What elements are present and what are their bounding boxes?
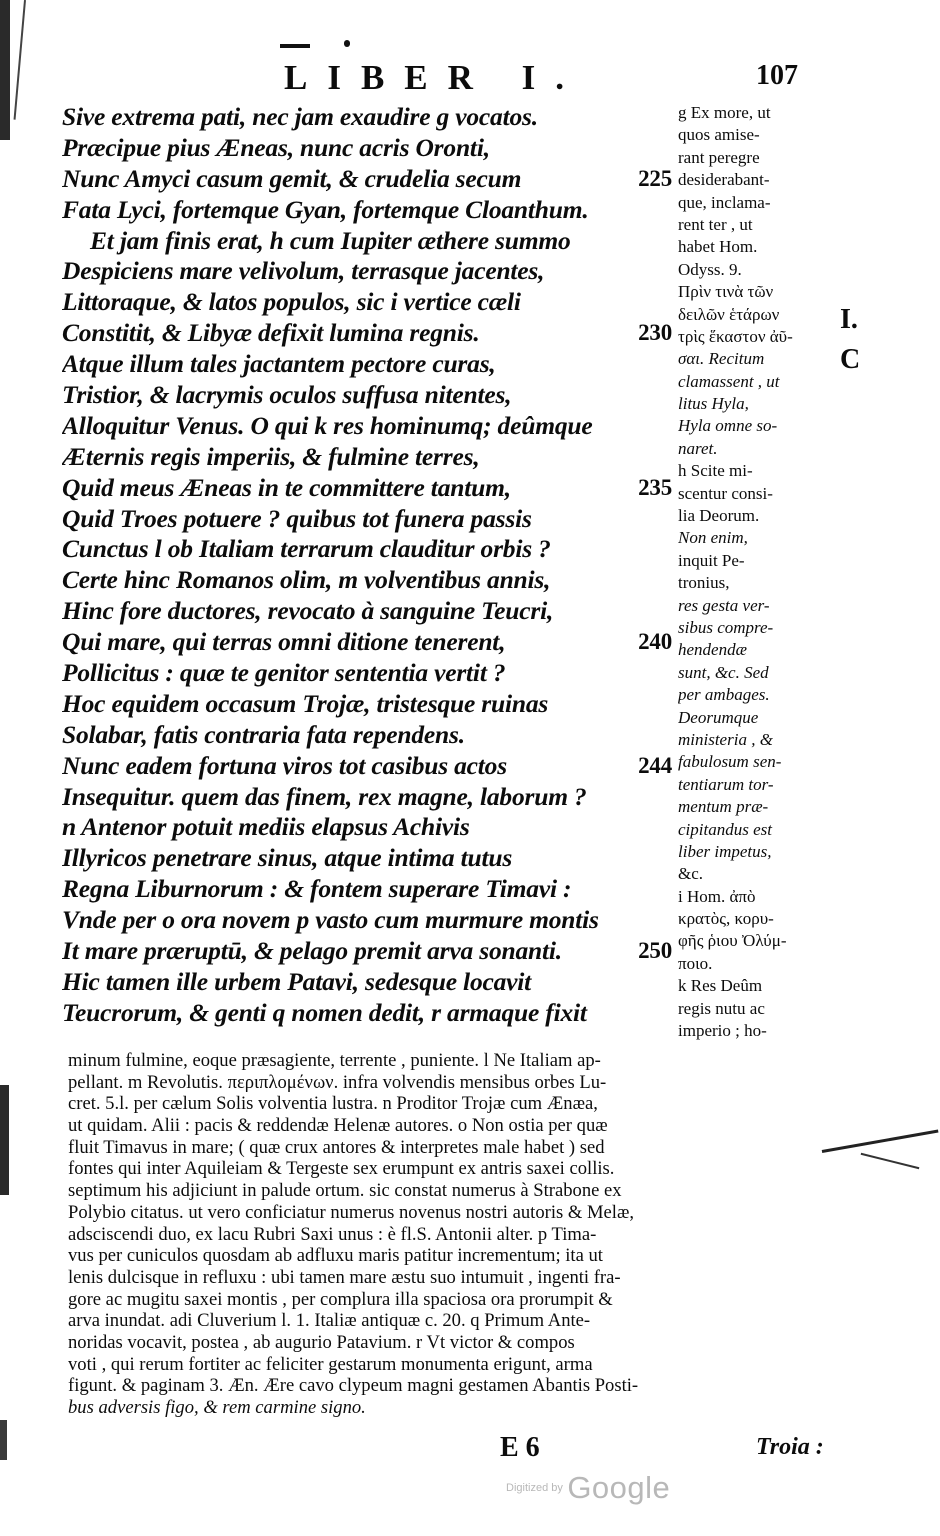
margin-note-line: Hyla omne so-	[678, 416, 778, 436]
margin-note-line: inquit Pe-	[678, 550, 745, 570]
margin-note-line: per ambages.	[678, 685, 770, 705]
margin-note-line: quos amise-	[678, 125, 760, 145]
page-number: 107	[756, 60, 798, 91]
verse-text: Solabar, fatis contraria fata rependens.	[62, 719, 465, 749]
verse-text: Insequitur. quem das finem, rex magne, laborum ?	[62, 781, 587, 811]
catchword: Troia :	[756, 1434, 824, 1460]
margin-note-line: sibus compre-	[678, 617, 774, 637]
margin-note-line: Odyss. 9.	[678, 259, 742, 279]
margin-note-line: mentum præ-	[678, 797, 769, 817]
line-number: 250	[638, 938, 672, 964]
verse-text: Pollicitus : quæ te genitor sententia vertit ?	[62, 658, 506, 688]
page-edge-shadow	[0, 1085, 9, 1195]
verse-text: Teucrorum, & genti q nomen dedit, r armaque fixit	[62, 997, 587, 1027]
verse-line	[62, 317, 674, 348]
verse-line	[62, 904, 674, 935]
line-number: 240	[638, 629, 672, 655]
margin-note-line: regis nutu ac	[678, 998, 765, 1018]
side-annotation: I.	[840, 304, 858, 335]
verse-line	[62, 132, 674, 163]
verse-text: Alloquitur Venus. O qui k res hominumq; deûmque	[62, 410, 593, 440]
verse-text: Nunc Amyci casum gemit, & crudelia secum	[62, 163, 522, 193]
side-annotations	[840, 300, 860, 380]
margin-note-line: lia Deorum.	[678, 506, 760, 526]
footnote-line: septimum his adjiciunt in palude ortum. sic constat numerus à Strabone ex	[68, 1180, 622, 1202]
margin-note-line: k Res Deûm	[678, 976, 763, 996]
footnote-line: figunt. & paginam 3. Æn. Ære cavo clypeum magni gestamen Abantis Posti-	[68, 1375, 639, 1397]
verse-text: Præcipue pius Æneas, nunc acris Oronti,	[62, 132, 490, 162]
verse-line	[62, 564, 674, 595]
verse-text: Nunc eadem fortuna viros tot casibus actos	[62, 750, 507, 780]
margin-note-line: scentur consi-	[678, 483, 773, 503]
verse-text: Qui mare, qui terras omni ditione tenerent,	[62, 627, 506, 657]
verse-line	[62, 379, 674, 410]
margin-note-line: ποιο.	[678, 953, 713, 973]
printer-mark	[280, 44, 310, 48]
verse-line	[62, 781, 674, 812]
footnote-line: Polybio citatus. ut vero conficiatur numerus novenus nostri autoris & Melæ,	[68, 1201, 634, 1223]
line-number: 230	[638, 320, 672, 346]
verse-text: It mare præruptū, & pelago premit arva sonanti.	[62, 936, 562, 966]
margin-note-line: tronius,	[678, 573, 730, 593]
footnote-line: lenis dulcisque in refluxu : ubi tamen mare æstu suo intumuit , ingenti fra-	[68, 1266, 621, 1288]
verse-text: Hinc fore ductores, revocato à sanguine Teucri,	[62, 596, 554, 626]
margin-note-line: naret.	[678, 438, 718, 458]
margin-note-line: res gesta ver-	[678, 595, 770, 615]
verse-line	[62, 101, 674, 132]
verse-line	[62, 441, 674, 472]
footnote-line: gore ac mugitu saxei montis , per complura illa spaciosa ora prorumpit &	[68, 1288, 613, 1310]
verse-text: Tristior, & lacrymis oculos suffusa nitentes,	[62, 380, 512, 410]
footnote-line: bus adversis figo, & rem carmine signo.	[68, 1397, 366, 1418]
margin-note-line: hendendæ	[678, 640, 747, 660]
verse-text: Sive extrema pati, nec jam exaudire g vocatos.	[62, 102, 538, 131]
margin-note-line: g Ex more, ut	[678, 103, 771, 122]
footnote-line: ut quidam. Alii : pacis & reddendæ Helenæ autores. o Non ostia per quæ	[68, 1115, 608, 1137]
verse-column	[62, 101, 674, 1031]
margin-note-line: σαι. Recitum	[678, 349, 765, 369]
margin-note-line: h Scite mi-	[678, 461, 753, 481]
running-head: LIBER I.	[284, 58, 585, 97]
footnote-line: adsciscendi duo, ex lacu Rubri Saxi unus : è fl.S. Antonii alter. p Tima-	[68, 1223, 597, 1245]
footnote-line: arva inundat. adi Cluverium l. 1. Italiæ antiquæ c. 20. q Primum Ante-	[68, 1310, 591, 1332]
verse-line	[62, 410, 674, 441]
verse-line	[62, 472, 674, 503]
margin-notes	[678, 102, 830, 1050]
page-edge-shadow	[0, 0, 10, 140]
margin-note-line: Deorumque	[678, 707, 759, 727]
verse-text: Certe hinc Romanos olim, m volventibus annis,	[62, 565, 551, 595]
verse-line	[62, 194, 674, 225]
verse-line	[62, 966, 674, 997]
margin-note-line: sunt, &c. Sed	[678, 662, 769, 682]
footnote-line: pellant. m Revolutis. περιπλομένων. infra volvendis mensibus orbes Lu-	[68, 1071, 607, 1093]
footnote-line: voti , qui rerum fortiter ac feliciter gestarum monumenta erigunt, arma	[68, 1353, 593, 1375]
margin-note-line: rant peregre	[678, 147, 760, 167]
line-number: 225	[638, 165, 672, 191]
margin-note-line: desiderabant-	[678, 170, 770, 190]
verse-line	[62, 935, 674, 966]
footnote-line: noridas vocavit, postea , ab augurio Patavium. r Vt victor & compos	[68, 1331, 575, 1353]
margin-note-line: Πρὶν τινὰ τῶν	[678, 282, 774, 302]
verse-text: Et jam finis erat, h cum Iupiter æthere summo	[90, 225, 571, 255]
footnotes	[68, 1050, 838, 1442]
verse-line	[62, 842, 674, 873]
side-annotation: C	[840, 344, 861, 375]
margin-note-line: δειλῶν ἑτάρων	[678, 304, 780, 324]
verse-text: Fata Lyci, fortemque Gyan, fortemque Cloanthum.	[62, 194, 589, 224]
verse-text: Hoc equidem occasum Trojæ, tristesque ruinas	[62, 688, 549, 718]
margin-note-line: tentiarum tor-	[678, 774, 774, 794]
watermark-prefix: Digitized by	[506, 1482, 563, 1494]
verse-line	[62, 657, 674, 688]
footnote-line: vus per cuniculos quosdam ab adfluxu maris patitur incrementum; ita ut	[68, 1245, 603, 1267]
verse-text: Illyricos penetrare sinus, atque intima tutus	[62, 843, 513, 873]
margin-note-line: Non enim,	[678, 528, 748, 548]
margin-note-line: habet Hom.	[678, 237, 758, 257]
margin-note-line: κρατὸς, κορυ-	[678, 909, 774, 929]
margin-note-line: litus Hyla,	[678, 394, 749, 414]
verse-text: n Antenor potuit mediis elapsus Achivis	[62, 812, 470, 842]
margin-note-line: fabulosum sen-	[678, 752, 782, 772]
verse-line	[62, 225, 674, 256]
margin-note-line: &c.	[678, 864, 704, 884]
verse-text: Atque illum tales jactantem pectore curas,	[62, 349, 496, 379]
page-tear	[861, 1153, 920, 1169]
page-edge-shadow	[0, 1420, 7, 1460]
verse-line	[62, 503, 674, 534]
margin-note-line: clamassent , ut	[678, 371, 780, 391]
verse-text: Vnde per o ora novem p vasto cum murmure montis	[62, 905, 599, 935]
verse-line	[62, 997, 674, 1028]
margin-note-line: que, inclama-	[678, 192, 771, 212]
verse-line	[62, 286, 674, 317]
verse-text: Quid meus Æneas in te committere tantum,	[62, 472, 511, 502]
digitized-watermark	[506, 1470, 670, 1506]
verse-line	[62, 688, 674, 719]
margin-note-line: rent ter , ut	[678, 214, 753, 234]
verse-line	[62, 533, 674, 564]
verse-line	[62, 348, 674, 379]
printer-dot	[344, 40, 350, 47]
verse-line	[62, 873, 674, 904]
verse-line	[62, 750, 674, 781]
footnote-line: minum fulmine, eoque præsagiente, terrente , puniente. l Ne Italiam ap-	[68, 1050, 601, 1071]
verse-line	[62, 811, 674, 842]
verse-text: Littoraque, & latos populos, sic i vertice cæli	[62, 287, 521, 317]
verse-text: Constitit, & Libyæ defixit lumina regnis.	[62, 318, 480, 348]
margin-note-line: τρὶς ἕκαστον ἀῦ-	[678, 326, 793, 346]
margin-note-line: i Hom. ἀπὸ	[678, 886, 756, 906]
footnote-line: fontes qui inter Aquileiam & Tergeste sex erumpunt ex antris saxei collis.	[68, 1158, 615, 1180]
verse-text: Æternis regis imperiis, & fulmine terres,	[62, 441, 480, 471]
verse-text: Despiciens mare velivolum, terrasque jacentes,	[62, 256, 545, 286]
verse-text: Hic tamen ille urbem Patavi, sedesque locavit	[62, 966, 532, 996]
footnote-line: cret. 5.l. per cælum Solis volventia lustra. n Proditor Trojæ cum Ænæa,	[68, 1093, 598, 1115]
verse-text: Cunctus l ob Italiam terrarum clauditur orbis ?	[62, 534, 551, 564]
page-tear	[822, 1130, 939, 1153]
margin-note-line: φῆς ῥιου Ὀλύμ-	[678, 931, 787, 951]
verse-line	[62, 626, 674, 657]
line-number: 244	[638, 752, 672, 778]
page-crease	[14, 0, 26, 120]
signature-mark: E 6	[500, 1432, 540, 1463]
verse-line	[62, 595, 674, 626]
margin-note-line: liber impetus,	[678, 841, 772, 861]
verse-text: Quid Troes potuere ? quibus tot funera passis	[62, 503, 532, 533]
verse-text: Regna Liburnorum : & fontem superare Timavi :	[62, 874, 572, 904]
margin-note-line: ministeria , &	[678, 729, 773, 749]
verse-line	[62, 163, 674, 194]
line-number: 235	[638, 474, 672, 500]
margin-note-line: cipitandus est	[678, 819, 772, 839]
margin-note-line: imperio ; ho-	[678, 1021, 767, 1041]
verse-line	[62, 255, 674, 286]
footnote-line: fluit Timavus in mare; ( quæ crux antores & interpretes male habet ) sed	[68, 1136, 605, 1158]
google-logo: Google	[567, 1470, 671, 1505]
verse-line	[62, 719, 674, 750]
